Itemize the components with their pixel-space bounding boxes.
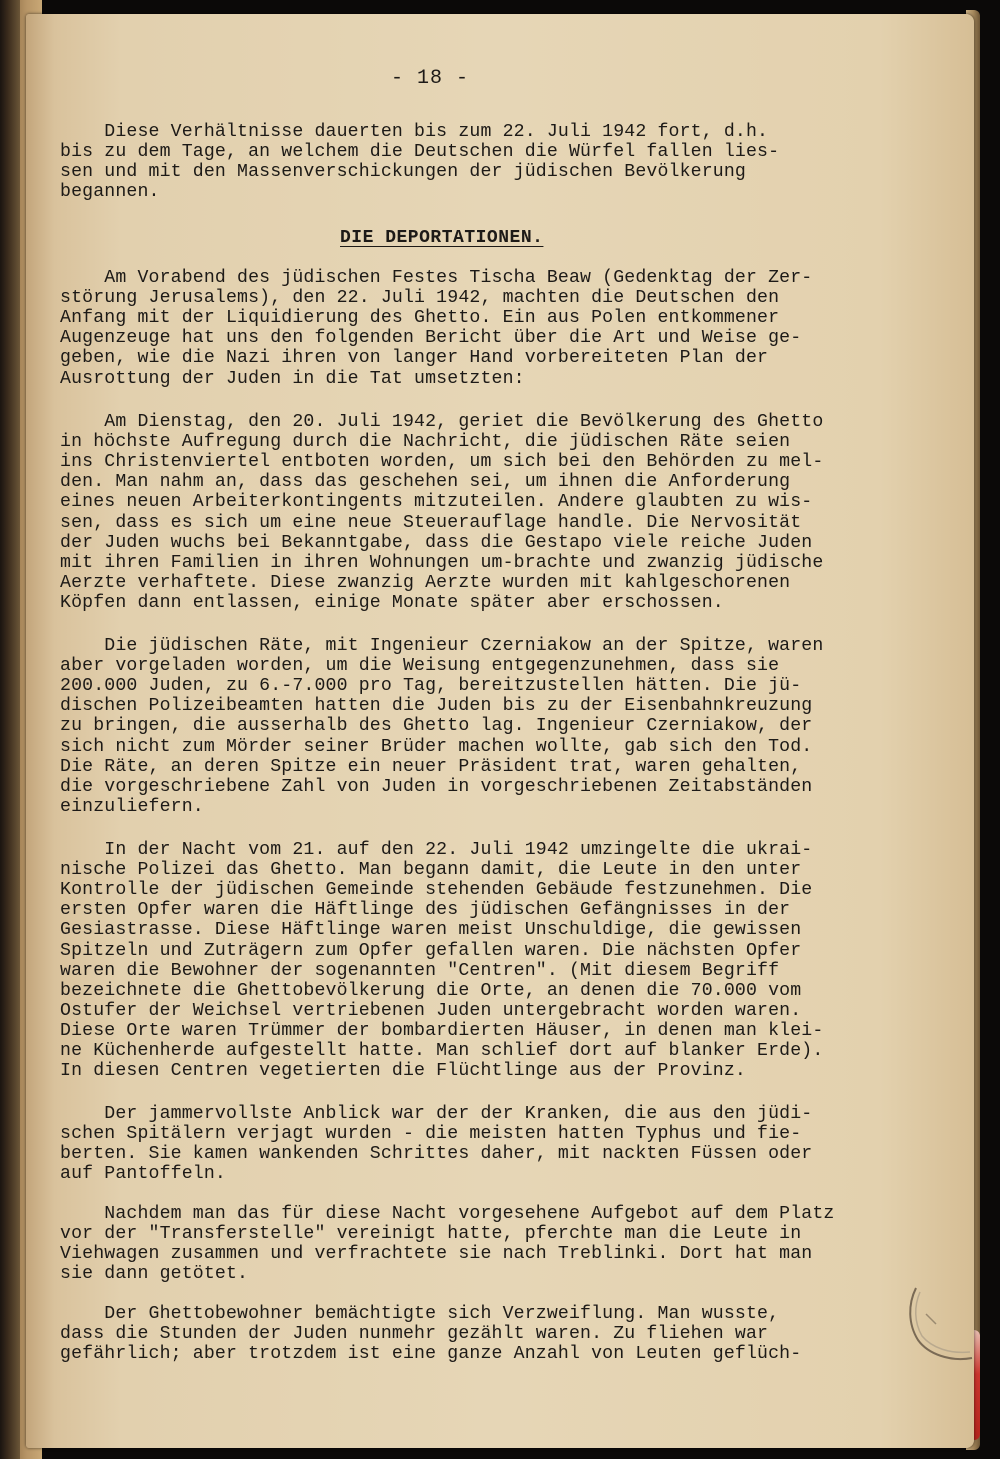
text-line: Spitzeln und Zuträgern zum Opfer gefallen waren. Die nächsten Opfer bbox=[60, 940, 802, 961]
text-line: sie dann getötet. bbox=[60, 1264, 249, 1285]
text-line: In diesen Centren vegetierten die Flüchtlinge aus der Provinz. bbox=[60, 1061, 746, 1082]
text-line: In der Nacht vom 21. auf den 22. Juli 1942 umzingelte die ukrai- bbox=[60, 840, 813, 860]
text-line: Ostufer der Weichsel vertriebenen Juden untergebracht worden waren. bbox=[60, 1000, 802, 1021]
text-line: sen, dass es sich um eine neue Steuerauflage handle. Die Nervosität bbox=[60, 512, 802, 533]
text-line: Der jammervollste Anblick war der der Kranken, die aus den jüdi- bbox=[60, 1104, 813, 1124]
text-line: Der Ghettobewohner bemächtigte sich Verzweiflung. Man wusste, bbox=[60, 1304, 780, 1324]
text-line: der Juden wuchs bei Bekanntgabe, dass die Gestapo viele reiche Juden bbox=[60, 532, 813, 553]
text-line: in höchste Aufregung durch die Nachricht, die jüdischen Räte seien bbox=[60, 432, 791, 453]
text-line: schen Spitälern verjagt wurden - die meisten hatten Typhus und fie- bbox=[60, 1124, 802, 1145]
text-line: ersten Opfer waren die Häftlinge des jüdischen Gefängnisses in der bbox=[60, 900, 791, 921]
text-line: ins Christenviertel entboten worden, um sich bei den Behörden zu mel- bbox=[60, 452, 824, 473]
text-line: Die jüdischen Räte, mit Ingenieur Czerniakow an der Spitze, waren bbox=[60, 636, 824, 656]
text-line: Kontrolle der jüdischen Gemeinde stehenden Gebäude festzunehmen. Die bbox=[60, 880, 813, 901]
text-line: gefährlich; aber trotzdem ist eine ganze Anzahl von Leuten geflüch- bbox=[60, 1344, 802, 1365]
text-line: Köpfen dann entlassen, einige Monate später aber erschossen. bbox=[60, 592, 724, 613]
text-line: zu bringen, die ausserhalb des Ghetto lag. Ingenieur Czerniakow, der bbox=[60, 716, 813, 737]
text-line: Anfang mit der Liquidierung des Ghetto. Ein aus Polen entkommener bbox=[60, 308, 780, 329]
text-line: Augenzeuge hat uns den folgenden Bericht über die Art und Weise ge- bbox=[60, 328, 802, 349]
text-line: 200.000 Juden, zu 6.-7.000 pro Tag, bereitzustellen hätten. Die jü- bbox=[60, 676, 802, 697]
text-line: nische Polizei das Ghetto. Man begann damit, die Leute in den unter bbox=[60, 860, 802, 881]
text-line: mit ihren Familien in ihren Wohnungen um-brachte und zwanzig jüdische bbox=[60, 552, 824, 573]
text-line: die vorgeschriebene Zahl von Juden in vorgeschriebenen Zeitabständen bbox=[60, 776, 813, 797]
text-line: Viehwagen zusammen und verfrachtete sie nach Treblinki. Dort hat man bbox=[60, 1244, 813, 1265]
text-line: Ausrottung der Juden in die Tat umsetzten: bbox=[60, 368, 525, 389]
text-line: waren die Bewohner der sogenannten "Centren". (Mit diesem Begriff bbox=[60, 960, 780, 981]
text-line: dass die Stunden der Juden nunmehr gezählt waren. Zu fliehen war bbox=[60, 1324, 769, 1345]
text-line: störung Jerusalems), den 22. Juli 1942, machten die Deutschen den bbox=[60, 288, 780, 309]
text-line: den. Man nahm an, dass das geschehen sei, um ihnen die Anforderung bbox=[60, 472, 791, 493]
text-line: Die Räte, an deren Spitze ein neuer Präsident trat, waren gehalten, bbox=[60, 756, 802, 777]
page-number: - 18 - bbox=[390, 67, 469, 90]
text-line: bis zu dem Tage, an welchem die Deutschen die Würfel fallen lies- bbox=[60, 142, 780, 163]
text-line: bezeichnete die Ghettobevölkerung die Orte, an denen die 70.000 vom bbox=[60, 980, 802, 1001]
text-line: aber vorgeladen worden, um die Weisung entgegenzunehmen, dass sie bbox=[60, 656, 780, 677]
text-line: ne Küchenherde aufgestellt hatte. Man schlief dort auf blanker Erde). bbox=[60, 1041, 824, 1061]
magnifier-glass-icon bbox=[906, 1284, 976, 1364]
text-line: dischen Polizeibeamten hatten die Juden bis zu der Eisenbahnkreuzung bbox=[60, 696, 813, 717]
text-line: Diese Verhältnisse dauerten bis zum 22. Juli 1942 fort, d.h. bbox=[60, 122, 769, 142]
text-line: auf Pantoffeln. bbox=[60, 1164, 226, 1185]
text-line: begannen. bbox=[60, 182, 160, 203]
text-line: Aerzte verhaftete. Diese zwanzig Aerzte wurden mit kahlgeschorenen bbox=[60, 572, 791, 593]
section-heading: DIE DEPORTATIONEN. bbox=[340, 228, 544, 248]
text-line: Nachdem man das für diese Nacht vorgesehene Aufgebot auf dem Platz bbox=[60, 1204, 835, 1224]
text-line: geben, wie die Nazi ihren von langer Hand vorbereiteten Plan der bbox=[60, 348, 769, 369]
text-line: vor der "Transferstelle" vereinigt hatte, pferchte man die Leute in bbox=[60, 1224, 802, 1245]
text-line: Am Vorabend des jüdischen Festes Tischa Beaw (Gedenktag der Zer- bbox=[60, 268, 813, 288]
text-line: sen und mit den Massenverschickungen der jüdischen Bevölkerung bbox=[60, 162, 746, 183]
text-line: sich nicht zum Mörder seiner Brüder machen wollte, gab sich den Tod. bbox=[60, 736, 813, 757]
text-line: Gesiastrasse. Diese Häftlinge waren meist Unschuldige, die gewissen bbox=[60, 920, 802, 941]
text-line: einzuliefern. bbox=[60, 796, 204, 817]
text-line: eines neuen Arbeiterkontingents mitzuteilen. Andere glaubten zu wis- bbox=[60, 492, 813, 513]
text-line: Diese Orte waren Trümmer der bombardierten Häuser, in denen man klei- bbox=[60, 1020, 824, 1041]
text-line: berten. Sie kamen wankenden Schrittes daher, mit nackten Füssen oder bbox=[60, 1144, 813, 1165]
text-line: Am Dienstag, den 20. Juli 1942, geriet die Bevölkerung des Ghetto bbox=[60, 412, 824, 432]
